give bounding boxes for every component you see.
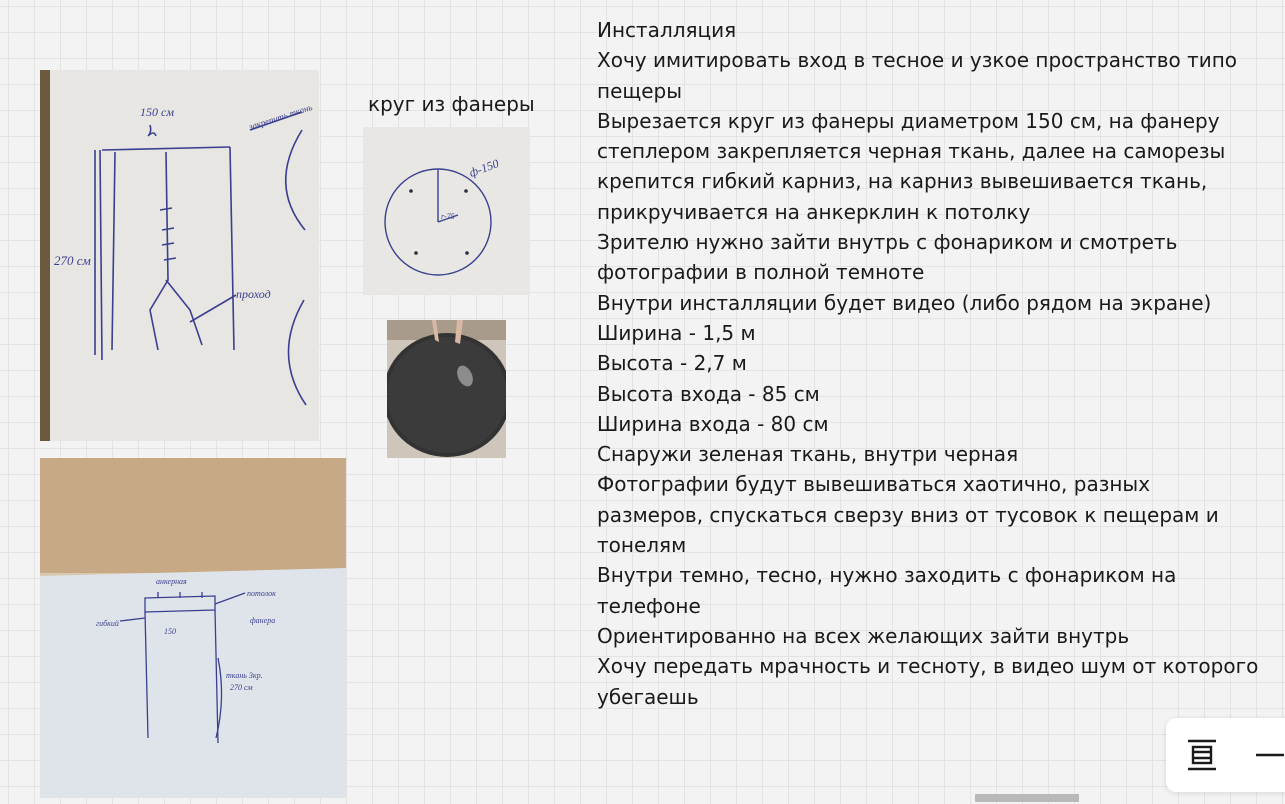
section-sketch-drawing [40,458,346,798]
notes-line: степлером закрепляется черная ткань, далее на саморезы [597,139,1226,164]
section-sketch-photo[interactable] [40,458,346,798]
circle-label-diameter: ф-150 [467,156,501,180]
tunnel-sketch-photo[interactable] [40,70,319,441]
notes-line: Ширина - 1,5 м [597,320,756,345]
notes-line: Ориентированно на всех желающих зайти внутрь [597,623,1130,648]
zoom-toolbar [1166,718,1285,792]
notes-line: Внутри инсталляции будет видео (либо рядом на экране) [597,290,1212,315]
notes-line: Зрителю нужно зайти внутрь с фонариком и смотреть [597,230,1178,255]
section-label-flexible: гибкий [96,619,119,628]
notes-line: Высота входа - 85 см [597,381,820,406]
sketch-label-height: 270 см [54,253,91,268]
installation-notes[interactable] [597,15,1259,712]
notes-line: Хочу имитировать вход в тесное и узкое пространство типо [597,48,1238,73]
image-caption: круг из фанеры [368,92,535,116]
notes-line: Снаружи зеленая ткань, внутри черная [597,442,1019,467]
notes-line: крепится гибкий карниз, на карниз вывешивается ткань, [597,169,1208,194]
notes-line: Хочу передать мрачность и тесноту, в видео шум от которого [597,654,1259,679]
notes-line: Внутри темно, тесно, нужно заходить с фонариком на [597,563,1177,588]
plywood-circle-sketch-photo[interactable] [363,127,530,295]
tunnel-sketch-drawing [40,70,319,441]
notes-line: Высота - 2,7 м [597,351,747,376]
zoom-out-button[interactable] [1248,735,1285,775]
notes-line: тонелям [597,533,687,558]
section-label-ceiling: потолок [247,589,276,598]
section-label-plywood: фанера [250,616,276,625]
sketch-label-passage: проход [236,287,271,301]
notes-line: Фотографии будут вывешиваться хаотично, разных [597,472,1151,497]
sketch-label-fabric: закрепить ткань [247,101,314,132]
notes-line: пещеры [597,78,683,103]
fit-to-screen-button[interactable] [1182,735,1222,775]
notes-line: прикручивается на анкерклин к потолку [597,199,1031,224]
notes-line: Вырезается круг из фанеры диаметром 150 см, на фанеру [597,108,1220,133]
notes-line: фотографии в полной темноте [597,260,925,285]
section-label-anchor: анкерная [156,577,187,586]
minus-icon [1252,739,1284,771]
sketch-label-width: 150 см [140,105,174,119]
notes-line: телефоне [597,593,701,618]
notes-line: Инсталляция [597,18,737,42]
fit-to-screen-icon [1186,739,1218,771]
notes-line: размеров, спускаться сверзу вниз от тусовок к пещерам и [597,502,1219,527]
circle-label-radius: r-75 [441,212,455,221]
section-label-diameter: 150 [164,627,176,636]
section-label-fabric: ткань 3кр. [226,671,263,680]
notes-line: убегаешь [597,684,699,709]
notes-line: Ширина входа - 80 см [597,411,829,436]
circle-sketch-drawing [363,127,530,295]
horizontal-scrollbar-thumb[interactable] [975,794,1079,802]
section-label-height: 270 см [230,683,253,692]
black-circle-drawing [387,320,506,458]
black-circle-photo[interactable] [387,320,506,458]
